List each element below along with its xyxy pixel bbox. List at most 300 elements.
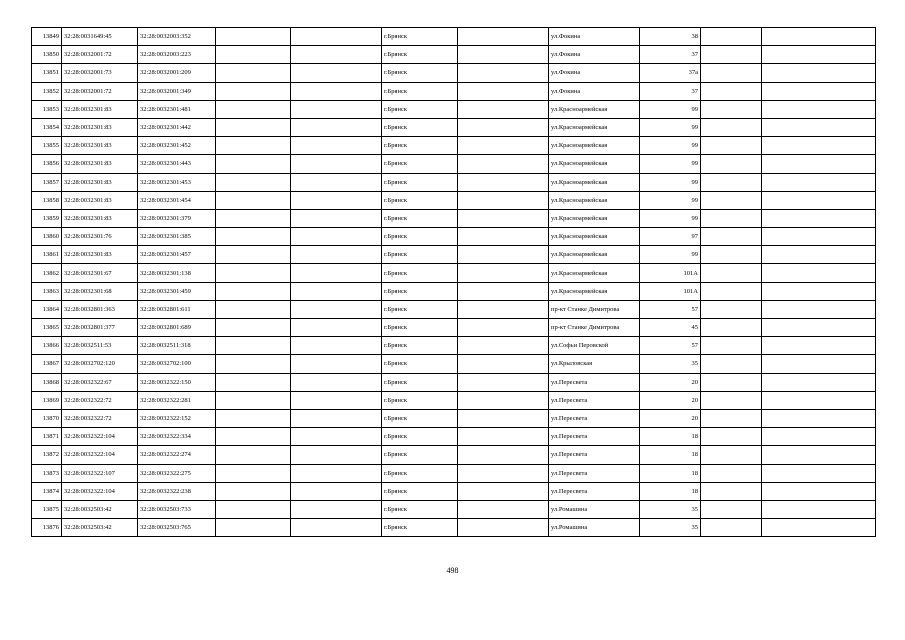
cell-cadastral-parcel: 32:28:0032301:83 xyxy=(62,191,138,209)
cell-house: 99 xyxy=(640,137,701,155)
cell-empty xyxy=(216,300,291,318)
cell-empty xyxy=(216,500,291,518)
cell-house: 99 xyxy=(640,118,701,136)
cell-cadastral-object: 32:28:0032003:352 xyxy=(138,28,216,46)
cell-empty xyxy=(701,209,762,227)
table-row xyxy=(32,191,876,209)
cell-street: ул.Красноармейская xyxy=(549,137,640,155)
cell-empty xyxy=(701,264,762,282)
cell-empty xyxy=(762,409,876,427)
cell-empty xyxy=(216,264,291,282)
cell-street: ул.Пересвета xyxy=(549,482,640,500)
cell-empty xyxy=(762,246,876,264)
table-row xyxy=(32,337,876,355)
cell-empty xyxy=(216,409,291,427)
cell-empty xyxy=(291,191,382,209)
table-row xyxy=(32,246,876,264)
cell-empty xyxy=(216,228,291,246)
cell-city: г.Брянск xyxy=(382,155,458,173)
cell-cadastral-object: 32:28:0032322:150 xyxy=(138,373,216,391)
cell-empty xyxy=(216,428,291,446)
cell-cadastral-object: 32:28:0032301:457 xyxy=(138,246,216,264)
cell-city: г.Брянск xyxy=(382,264,458,282)
cell-street: ул.Крыловская xyxy=(549,355,640,373)
cell-empty xyxy=(216,446,291,464)
cell-empty xyxy=(762,64,876,82)
cell-city: г.Брянск xyxy=(382,228,458,246)
cell-cadastral-object: 32:28:0032301:385 xyxy=(138,228,216,246)
cell-house: 101А xyxy=(640,282,701,300)
cell-empty xyxy=(458,482,549,500)
cell-street: пр-кт Станке Димитрова xyxy=(549,300,640,318)
cell-cadastral-object: 32:28:0032322:274 xyxy=(138,446,216,464)
cell-empty xyxy=(458,300,549,318)
cell-empty xyxy=(458,355,549,373)
table-row xyxy=(32,482,876,500)
cell-empty xyxy=(291,391,382,409)
cell-empty xyxy=(291,519,382,537)
cell-house: 35 xyxy=(640,500,701,518)
cell-cadastral-parcel: 32:28:0032301:68 xyxy=(62,282,138,300)
cell-cadastral-parcel: 32:28:0032301:76 xyxy=(62,228,138,246)
cell-empty xyxy=(762,500,876,518)
cell-row-number: 13856 xyxy=(32,155,62,173)
cell-street: ул.Красноармейская xyxy=(549,282,640,300)
cell-empty xyxy=(291,28,382,46)
cell-empty xyxy=(458,137,549,155)
cell-row-number: 13854 xyxy=(32,118,62,136)
cell-empty xyxy=(291,282,382,300)
cell-empty xyxy=(701,482,762,500)
cell-house: 18 xyxy=(640,428,701,446)
cell-house: 18 xyxy=(640,446,701,464)
cell-cadastral-parcel: 32:28:0032301:83 xyxy=(62,155,138,173)
cell-row-number: 13874 xyxy=(32,482,62,500)
cell-empty xyxy=(458,500,549,518)
cell-street: ул.Пересвета xyxy=(549,446,640,464)
cell-empty xyxy=(291,209,382,227)
cell-empty xyxy=(291,82,382,100)
cell-row-number: 13855 xyxy=(32,137,62,155)
table-row xyxy=(32,100,876,118)
table-row xyxy=(32,118,876,136)
cell-empty xyxy=(291,246,382,264)
cell-empty xyxy=(762,228,876,246)
cell-empty xyxy=(458,391,549,409)
cell-empty xyxy=(701,337,762,355)
cell-cadastral-object: 32:28:0032301:453 xyxy=(138,173,216,191)
cell-empty xyxy=(762,100,876,118)
cell-cadastral-parcel: 32:28:0032301:83 xyxy=(62,118,138,136)
cell-row-number: 13861 xyxy=(32,246,62,264)
cell-cadastral-parcel: 32:28:0032322:72 xyxy=(62,391,138,409)
cell-row-number: 13849 xyxy=(32,28,62,46)
cell-house: 18 xyxy=(640,464,701,482)
registry-table xyxy=(31,27,876,537)
cell-empty xyxy=(458,373,549,391)
cell-empty xyxy=(701,409,762,427)
cell-empty xyxy=(458,82,549,100)
cell-empty xyxy=(762,482,876,500)
cell-city: г.Брянск xyxy=(382,137,458,155)
cell-empty xyxy=(458,464,549,482)
cell-house: 37а xyxy=(640,64,701,82)
cell-empty xyxy=(291,500,382,518)
cell-empty xyxy=(762,264,876,282)
cell-empty xyxy=(458,446,549,464)
table-row xyxy=(32,409,876,427)
cell-cadastral-object: 32:28:0032801:611 xyxy=(138,300,216,318)
cell-empty xyxy=(291,337,382,355)
cell-empty xyxy=(701,282,762,300)
cell-empty xyxy=(291,173,382,191)
cell-empty xyxy=(291,409,382,427)
cell-cadastral-parcel: 32:28:0032301:83 xyxy=(62,100,138,118)
cell-row-number: 13873 xyxy=(32,464,62,482)
cell-empty xyxy=(216,519,291,537)
cell-empty xyxy=(762,391,876,409)
cell-row-number: 13852 xyxy=(32,82,62,100)
cell-cadastral-object: 32:28:0032301:442 xyxy=(138,118,216,136)
cell-street: пр-кт Станке Димитрова xyxy=(549,319,640,337)
cell-cadastral-parcel: 32:28:0032322:104 xyxy=(62,482,138,500)
cell-cadastral-parcel: 32:28:0032322:104 xyxy=(62,446,138,464)
cell-house: 20 xyxy=(640,391,701,409)
cell-cadastral-parcel: 32:28:0032511:53 xyxy=(62,337,138,355)
cell-empty xyxy=(291,100,382,118)
registry-rows xyxy=(32,28,876,537)
cell-street: ул.Фокина xyxy=(549,64,640,82)
cell-empty xyxy=(458,46,549,64)
cell-empty xyxy=(701,82,762,100)
cell-empty xyxy=(762,355,876,373)
cell-street: ул.Пересвета xyxy=(549,373,640,391)
cell-empty xyxy=(762,173,876,191)
cell-row-number: 13867 xyxy=(32,355,62,373)
cell-empty xyxy=(458,264,549,282)
cell-empty xyxy=(291,46,382,64)
cell-cadastral-parcel: 32:28:0032001:72 xyxy=(62,46,138,64)
cell-cadastral-parcel: 32:28:0032801:377 xyxy=(62,319,138,337)
cell-city: г.Брянск xyxy=(382,482,458,500)
cell-empty xyxy=(762,209,876,227)
cell-city: г.Брянск xyxy=(382,500,458,518)
cell-cadastral-object: 32:28:0032001:209 xyxy=(138,64,216,82)
cell-empty xyxy=(216,282,291,300)
cell-empty xyxy=(458,209,549,227)
cell-empty xyxy=(762,446,876,464)
table-row xyxy=(32,464,876,482)
cell-cadastral-parcel: 32:28:0032801:363 xyxy=(62,300,138,318)
cell-street: ул.Фокина xyxy=(549,82,640,100)
cell-empty xyxy=(762,191,876,209)
cell-city: г.Брянск xyxy=(382,373,458,391)
cell-empty xyxy=(762,428,876,446)
cell-empty xyxy=(762,118,876,136)
cell-cadastral-object: 32:28:0032322:152 xyxy=(138,409,216,427)
cell-house: 35 xyxy=(640,519,701,537)
cell-empty xyxy=(458,173,549,191)
cell-row-number: 13868 xyxy=(32,373,62,391)
cell-empty xyxy=(216,28,291,46)
cell-city: г.Брянск xyxy=(382,82,458,100)
table-row xyxy=(32,373,876,391)
cell-street: ул.Пересвета xyxy=(549,464,640,482)
cell-street: ул.Ромашина xyxy=(549,500,640,518)
cell-empty xyxy=(216,482,291,500)
cell-empty xyxy=(291,155,382,173)
cell-row-number: 13857 xyxy=(32,173,62,191)
cell-house: 37 xyxy=(640,82,701,100)
table-row xyxy=(32,173,876,191)
cell-house: 97 xyxy=(640,228,701,246)
cell-city: г.Брянск xyxy=(382,28,458,46)
cell-street: ул.Пересвета xyxy=(549,428,640,446)
cell-empty xyxy=(291,446,382,464)
cell-empty xyxy=(291,264,382,282)
cell-empty xyxy=(458,28,549,46)
cell-row-number: 13862 xyxy=(32,264,62,282)
cell-cadastral-object: 32:28:0032503:733 xyxy=(138,500,216,518)
cell-cadastral-object: 32:28:0032301:454 xyxy=(138,191,216,209)
cell-city: г.Брянск xyxy=(382,319,458,337)
cell-cadastral-object: 32:28:0032322:238 xyxy=(138,482,216,500)
cell-house: 37 xyxy=(640,46,701,64)
cell-city: г.Брянск xyxy=(382,118,458,136)
cell-cadastral-object: 32:28:0032801:689 xyxy=(138,319,216,337)
table-row xyxy=(32,64,876,82)
cell-row-number: 13859 xyxy=(32,209,62,227)
page-number: 498 xyxy=(446,566,459,575)
table-row xyxy=(32,500,876,518)
cell-row-number: 13871 xyxy=(32,428,62,446)
cell-empty xyxy=(216,337,291,355)
table-row xyxy=(32,300,876,318)
cell-house: 45 xyxy=(640,319,701,337)
cell-cadastral-parcel: 32:28:0032322:72 xyxy=(62,409,138,427)
cell-empty xyxy=(291,319,382,337)
cell-row-number: 13875 xyxy=(32,500,62,518)
table-row xyxy=(32,82,876,100)
cell-row-number: 13870 xyxy=(32,409,62,427)
cell-house: 57 xyxy=(640,337,701,355)
cell-street: ул.Красноармейская xyxy=(549,173,640,191)
cell-street: ул.Красноармейская xyxy=(549,100,640,118)
cell-empty xyxy=(291,64,382,82)
cell-empty xyxy=(458,282,549,300)
cell-empty xyxy=(701,28,762,46)
cell-city: г.Брянск xyxy=(382,464,458,482)
cell-street: ул.Пересвета xyxy=(549,409,640,427)
cell-empty xyxy=(762,28,876,46)
cell-empty xyxy=(458,64,549,82)
cell-street: ул.Фокина xyxy=(549,28,640,46)
cell-cadastral-parcel: 32:28:0032301:83 xyxy=(62,173,138,191)
cell-street: ул.Фокина xyxy=(549,46,640,64)
cell-city: г.Брянск xyxy=(382,409,458,427)
cell-city: г.Брянск xyxy=(382,337,458,355)
cell-empty xyxy=(216,319,291,337)
cell-street: ул.Красноармейская xyxy=(549,264,640,282)
cell-empty xyxy=(291,373,382,391)
cell-empty xyxy=(762,319,876,337)
cell-house: 101А xyxy=(640,264,701,282)
cell-empty xyxy=(216,209,291,227)
cell-empty xyxy=(762,282,876,300)
cell-city: г.Брянск xyxy=(382,282,458,300)
table-row xyxy=(32,319,876,337)
cell-row-number: 13863 xyxy=(32,282,62,300)
cell-house: 57 xyxy=(640,300,701,318)
cell-empty xyxy=(216,391,291,409)
cell-empty xyxy=(458,319,549,337)
cell-city: г.Брянск xyxy=(382,173,458,191)
cell-city: г.Брянск xyxy=(382,191,458,209)
cell-empty xyxy=(762,300,876,318)
cell-empty xyxy=(701,464,762,482)
cell-empty xyxy=(701,319,762,337)
table-row xyxy=(32,428,876,446)
cell-house: 99 xyxy=(640,209,701,227)
table-row xyxy=(32,137,876,155)
table-row xyxy=(32,282,876,300)
cell-cadastral-parcel: 32:28:0032503:42 xyxy=(62,519,138,537)
cell-empty xyxy=(291,118,382,136)
cell-street: ул.Красноармейская xyxy=(549,209,640,227)
cell-empty xyxy=(701,228,762,246)
cell-empty xyxy=(291,428,382,446)
cell-empty xyxy=(762,46,876,64)
cell-cadastral-object: 32:28:0032301:138 xyxy=(138,264,216,282)
cell-house: 35 xyxy=(640,355,701,373)
cell-house: 38 xyxy=(640,28,701,46)
cell-cadastral-object: 32:28:0032702:100 xyxy=(138,355,216,373)
cell-row-number: 13869 xyxy=(32,391,62,409)
cell-empty xyxy=(216,173,291,191)
cell-cadastral-parcel: 32:28:0032322:107 xyxy=(62,464,138,482)
cell-empty xyxy=(458,228,549,246)
cell-empty xyxy=(762,155,876,173)
cell-empty xyxy=(762,337,876,355)
cell-empty xyxy=(701,191,762,209)
cell-empty xyxy=(291,300,382,318)
cell-city: г.Брянск xyxy=(382,355,458,373)
cell-empty xyxy=(458,118,549,136)
cell-empty xyxy=(458,100,549,118)
cell-empty xyxy=(701,246,762,264)
cell-cadastral-parcel: 32:28:0032001:72 xyxy=(62,82,138,100)
cell-empty xyxy=(291,228,382,246)
cell-empty xyxy=(216,46,291,64)
cell-empty xyxy=(701,137,762,155)
cell-house: 99 xyxy=(640,246,701,264)
cell-city: г.Брянск xyxy=(382,64,458,82)
cell-empty xyxy=(701,373,762,391)
cell-city: г.Брянск xyxy=(382,46,458,64)
cell-empty xyxy=(458,191,549,209)
cell-cadastral-parcel: 32:28:0032301:67 xyxy=(62,264,138,282)
cell-row-number: 13872 xyxy=(32,446,62,464)
cell-empty xyxy=(458,337,549,355)
table-row xyxy=(32,446,876,464)
cell-city: г.Брянск xyxy=(382,300,458,318)
cell-empty xyxy=(701,355,762,373)
cell-cadastral-parcel: 32:28:0032322:104 xyxy=(62,428,138,446)
cell-row-number: 13853 xyxy=(32,100,62,118)
table-row xyxy=(32,519,876,537)
cell-empty xyxy=(701,391,762,409)
cell-cadastral-object: 32:28:0032301:452 xyxy=(138,137,216,155)
cell-house: 20 xyxy=(640,409,701,427)
cell-empty xyxy=(762,519,876,537)
cell-cadastral-parcel: 32:28:0032301:83 xyxy=(62,246,138,264)
cell-row-number: 13876 xyxy=(32,519,62,537)
cell-empty xyxy=(291,137,382,155)
cell-empty xyxy=(216,191,291,209)
cell-cadastral-parcel: 32:28:0032702:120 xyxy=(62,355,138,373)
cell-cadastral-object: 32:28:0032001:349 xyxy=(138,82,216,100)
cell-street: ул.Красноармейская xyxy=(549,155,640,173)
cell-row-number: 13858 xyxy=(32,191,62,209)
cell-empty xyxy=(762,82,876,100)
cell-empty xyxy=(701,46,762,64)
table-row xyxy=(32,46,876,64)
cell-cadastral-object: 32:28:0032301:481 xyxy=(138,100,216,118)
cell-empty xyxy=(701,118,762,136)
cell-empty xyxy=(458,155,549,173)
cell-city: г.Брянск xyxy=(382,519,458,537)
cell-empty xyxy=(216,82,291,100)
cell-empty xyxy=(701,64,762,82)
cell-empty xyxy=(701,446,762,464)
cell-row-number: 13866 xyxy=(32,337,62,355)
cell-empty xyxy=(216,100,291,118)
cell-street: ул.Красноармейская xyxy=(549,191,640,209)
cell-empty xyxy=(701,428,762,446)
table-row xyxy=(32,264,876,282)
table-row xyxy=(32,209,876,227)
cell-cadastral-object: 32:28:0032301:379 xyxy=(138,209,216,227)
cell-street: ул.Ромашина xyxy=(549,519,640,537)
cell-empty xyxy=(762,464,876,482)
cell-empty xyxy=(291,464,382,482)
cell-street: ул.Красноармейская xyxy=(549,246,640,264)
table-row xyxy=(32,28,876,46)
cell-street: ул.Пересвета xyxy=(549,391,640,409)
cell-house: 99 xyxy=(640,191,701,209)
cell-street: ул.Софьи Перовской xyxy=(549,337,640,355)
cell-cadastral-parcel: 32:28:0032301:83 xyxy=(62,137,138,155)
cell-city: г.Брянск xyxy=(382,100,458,118)
cell-cadastral-object: 32:28:0032322:281 xyxy=(138,391,216,409)
cell-empty xyxy=(701,100,762,118)
cell-cadastral-parcel: 32:28:0032503:42 xyxy=(62,500,138,518)
cell-empty xyxy=(701,300,762,318)
cell-city: г.Брянск xyxy=(382,391,458,409)
cell-empty xyxy=(291,355,382,373)
cell-row-number: 13860 xyxy=(32,228,62,246)
cell-empty xyxy=(216,373,291,391)
table-row xyxy=(32,391,876,409)
cell-cadastral-parcel: 32:28:0031649:45 xyxy=(62,28,138,46)
cell-empty xyxy=(216,155,291,173)
cell-cadastral-object: 32:28:0032301:443 xyxy=(138,155,216,173)
cell-row-number: 13864 xyxy=(32,300,62,318)
cell-empty xyxy=(216,355,291,373)
cell-city: г.Брянск xyxy=(382,209,458,227)
cell-empty xyxy=(762,373,876,391)
cell-empty xyxy=(216,464,291,482)
